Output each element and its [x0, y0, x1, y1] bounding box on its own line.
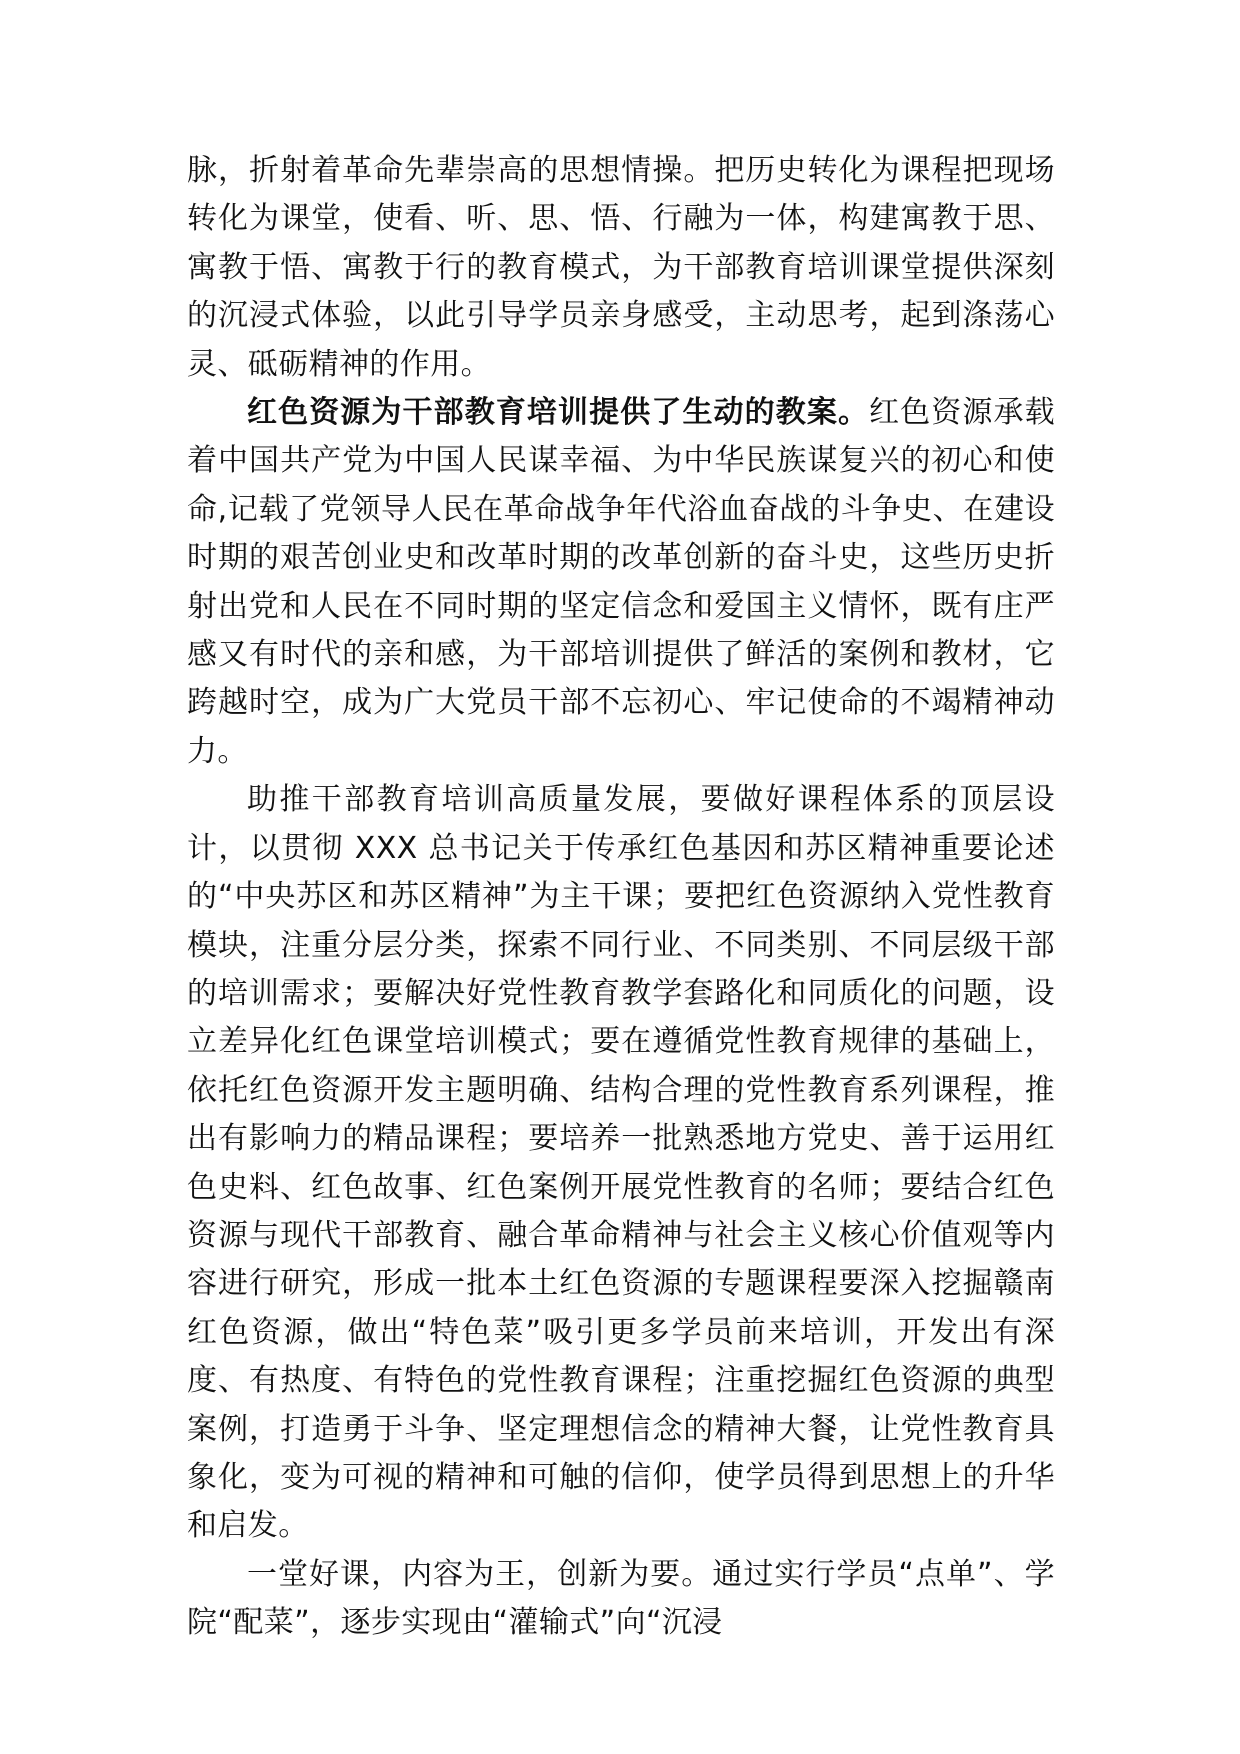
document-body [187, 147, 1055, 1648]
paragraph-red-resources [187, 389, 1055, 776]
paragraph-curriculum-design [187, 776, 1055, 1551]
paragraph-text: 红色资源承载着中国共产党为中国人民谋幸福、为中华民族谋复兴的初心和使命,记载了党领导人民在革命战争年代浴血奋战的斗争史、在建设时期的艰苦创业史和改革时期的改革创新的奋斗史，这些历史折射出党和人民在不同时期的坚定信念和爱国主义情怀，既有庄严感又有时代的亲和感，为干部培训提供了鲜活的案例和教材，它跨越时空，成为广大党员干部不忘初心、牢记使命的不竭精神动力。 [187, 395, 1055, 769]
paragraph-text: 助推干部教育培训高质量发展，要做好课程体系的顶层设计，以贯彻 XXX 总书记关于传承红色基因和苏区精神重要论述的“中央苏区和苏区精神”为主干课；要把红色资源纳入党性教育模块，注重分层分类，探索不同行业、不同类别、不同层级干部的培训需求；要解决好党性教育教学套路化和同质化的问题，设立差异化红色课堂培训模式；要在遵循党性教育规律的基础上，依托红色资源开发主题明确、结构合理的党性教育系列课程，推出有影响力的精品课程；要培养一批熟悉地方党史、善于运用红色史料、红色故事、红色案例开展党性教育的名师；要结合红色资源与现代干部教育、融合革命精神与社会主义核心价值观等内容进行研究，形成一批本土红色资源的专题课程要深入挖掘赣南红色资源，做出“特色菜”吸引更多学员前来培训，开发出有深度、有热度、有特色的党性教育课程；注重挖掘红色资源的典型案例，打造勇于斗争、坚定理想信念的精神大餐，让党性教育具象化，变为可视的精神和可触的信仰，使学员得到思想上的升华和启发。 [187, 782, 1055, 1544]
paragraph-text: 脉，折射着革命先辈崇高的思想情操。把历史转化为课程把现场转化为课堂，使看、听、思、悟、行融为一体，构建寓教于思、寓教于悟、寓教于行的教育模式，为干部教育培训课堂提供深刻的沉浸式体验，以此引导学员亲身感受，主动思考，起到涤荡心灵、砥砺精神的作用。 [187, 153, 1055, 382]
paragraph-continued [187, 147, 1055, 389]
paragraph-good-lesson [187, 1551, 1055, 1648]
paragraph-lead-sentence: 红色资源为干部教育培训提供了生动的教案。 [247, 395, 870, 431]
paragraph-text: 一堂好课，内容为王，创新为要。通过实行学员“点单”、学院“配菜”，逐步实现由“灌输式”向“沉浸 [187, 1556, 1055, 1641]
